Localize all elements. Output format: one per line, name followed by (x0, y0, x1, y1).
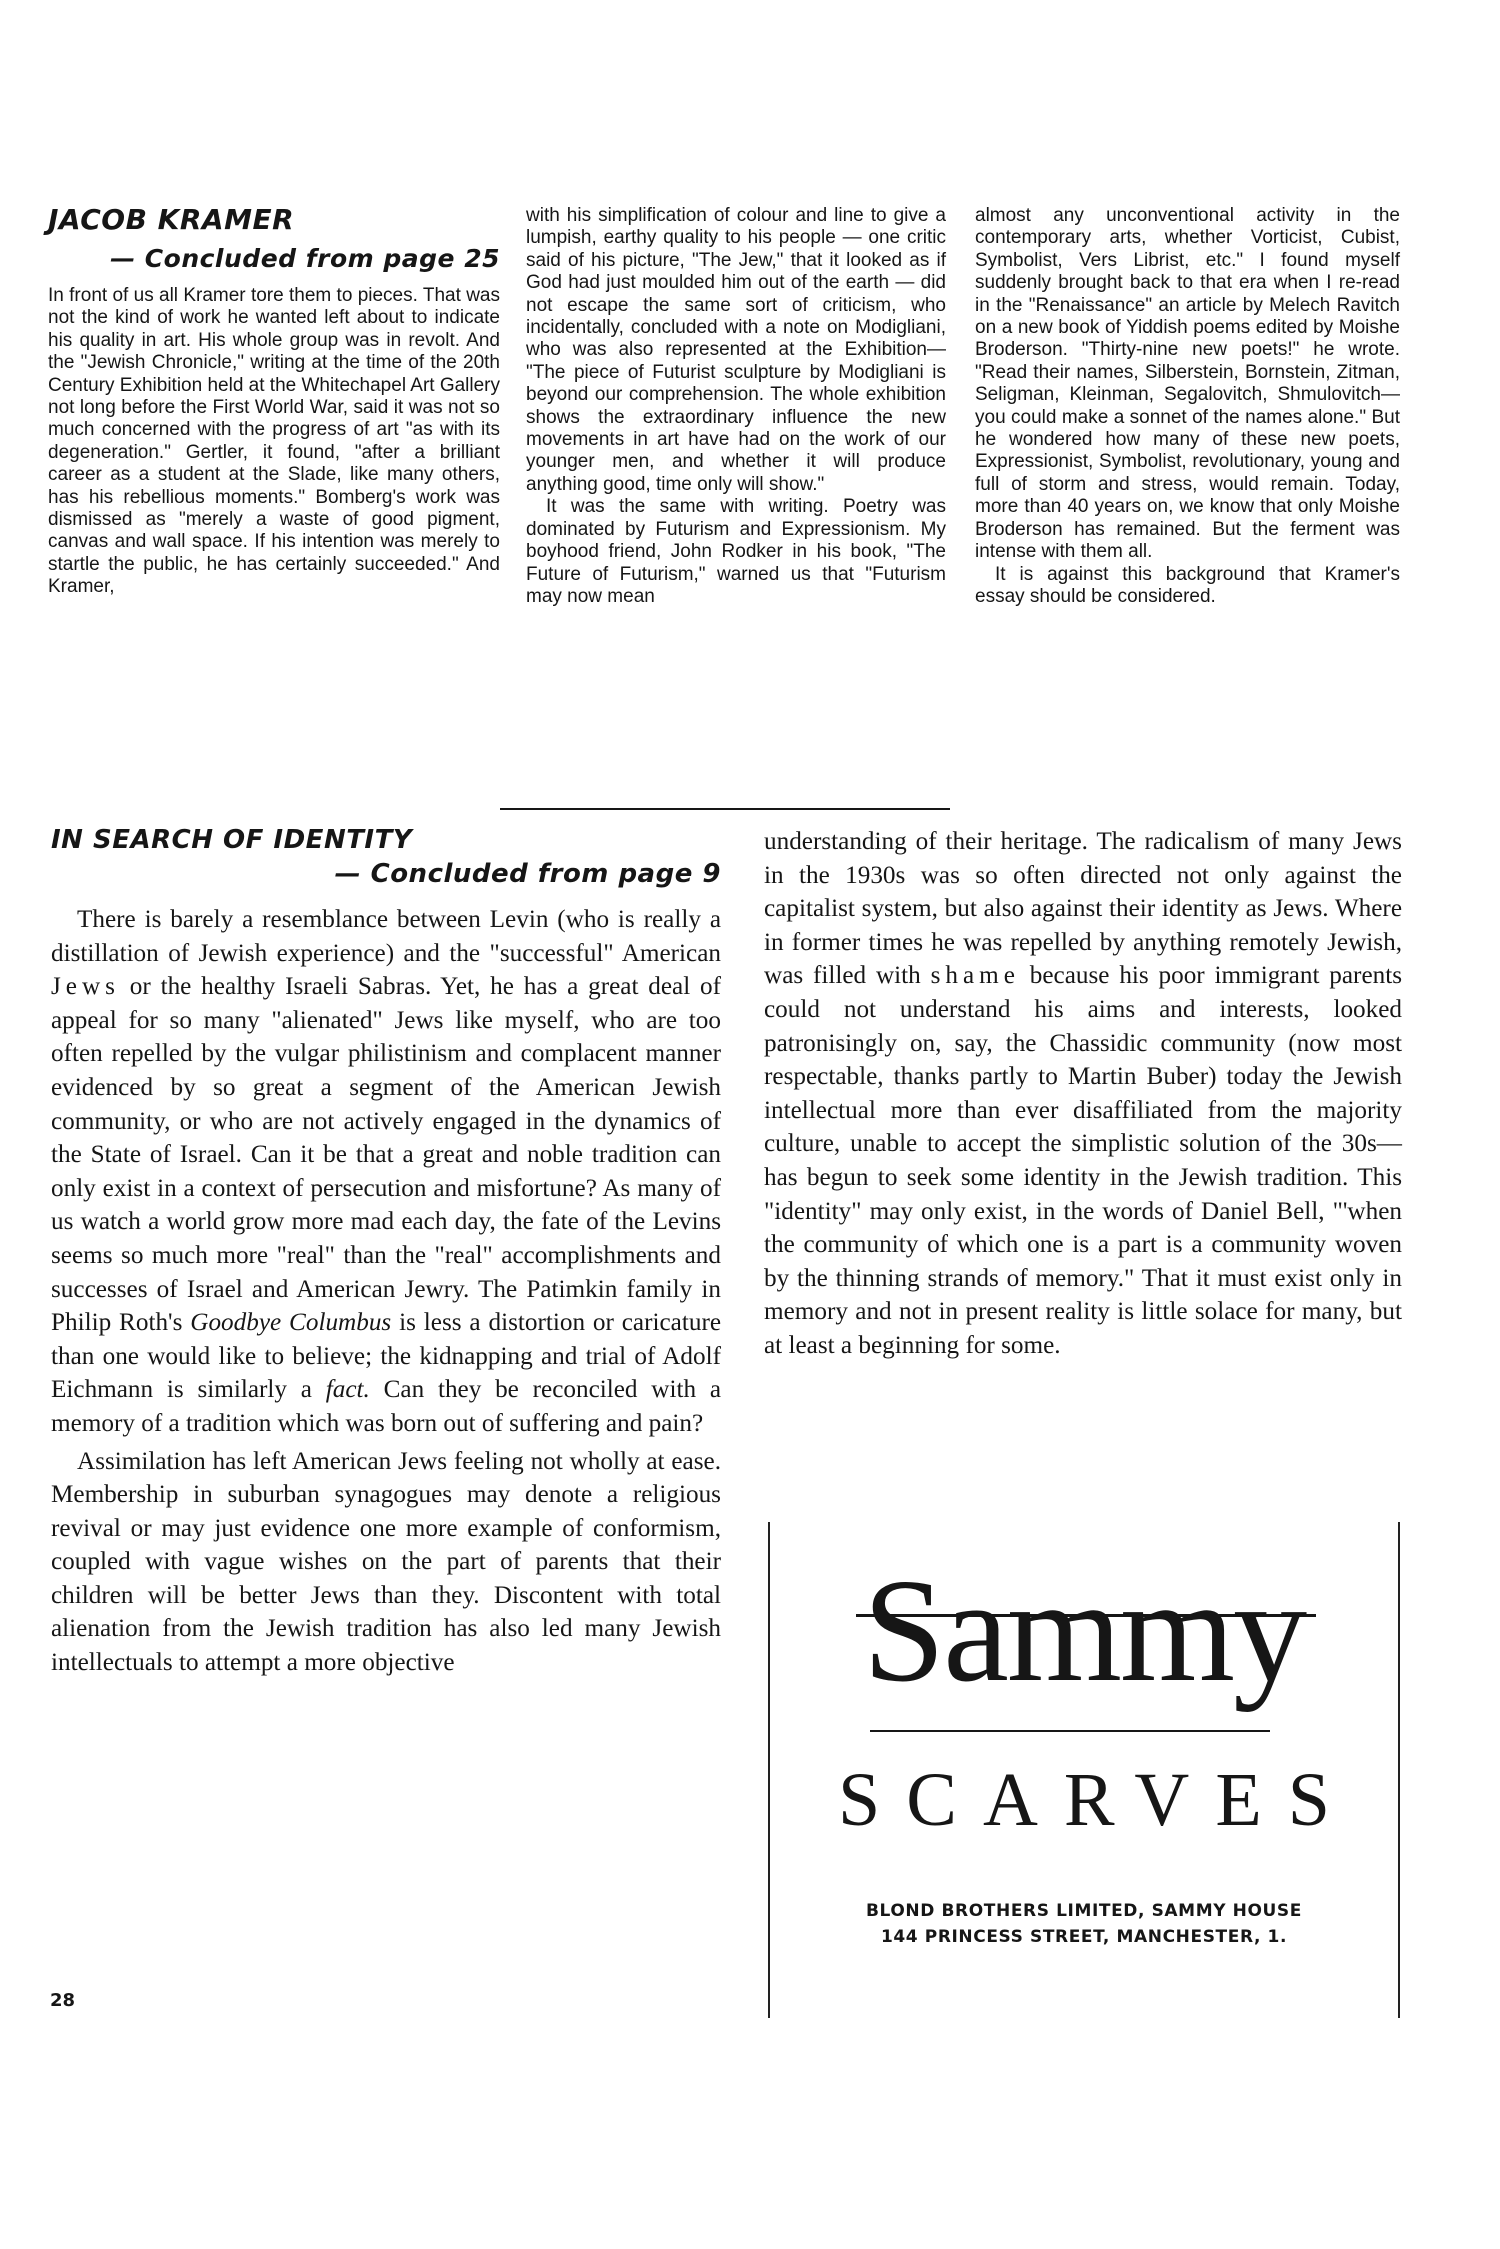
identity-paragraph: Assimilation has left American Jews feeling not wholly at ease. Membership in suburban synagogues may denote a religious revival or may just evidence one more example of conformism, coupled with vague wishes on the part of parents that their children will be better Jews than they. Discontent with total alienation from the Jewish tradition has also led many Jewish intellectuals to attempt a more objective (51, 1447, 721, 1677)
kramer-column-1 (48, 205, 500, 783)
identity-paragraph (51, 903, 721, 1441)
identity-continued-note: — Concluded from page 9 (334, 859, 721, 889)
kramer-column-2 (526, 205, 946, 783)
identity-title: IN SEARCH OF IDENTITY (51, 825, 413, 855)
section-divider (500, 808, 950, 810)
identity-text: because his poor immigrant parents could not understand his aims and interests, looked patronisingly on, say, the Chassidic community (now most respectable, thanks partly to Martin Buber) today the Jewish intellectual more than ever disaffiliated from the majority culture, unable to accept the simplistic solution of the 30s—has begun to seek some identity in the Jewish tradition. This "identity" may only exist, in the words of Daniel Bell, "'when the community of which one is a part is a community woven by the thinning strands of memory." That it must exist only in memory and not in present reality is little solace for many, but at least a beginning for some. (764, 962, 1403, 1359)
sammy-scarves-ad (768, 1522, 1400, 2018)
identity-text-spaced: shame (930, 962, 1020, 990)
book-title: Goodbye Columbus (190, 1309, 392, 1337)
ad-address: 144 PRINCESS STREET, MANCHESTER, 1. (880, 1927, 1288, 1947)
ad-brand-name: Sammy (862, 1549, 1306, 1713)
kramer-column-3 (975, 205, 1400, 783)
kramer-paragraph: It was the same with writing. Poetry was dominated by Futurism and Expressionism. My boyhood friend, John Rodker in his book, "The Future of Futurism," warned us that "Futurism may now mean (526, 496, 946, 607)
kramer-continued-note: — Concluded from page 25 (110, 244, 500, 273)
ad-company: BLOND BROTHERS LIMITED, SAMMY HOUSE (866, 1901, 1302, 1921)
kramer-title: JACOB KRAMER (48, 203, 295, 236)
kramer-paragraph: It is against this background that Kramer's essay should be considered. (975, 563, 1400, 607)
identity-text-spaced: Jews (51, 973, 120, 1001)
identity-text: or the healthy Israeli Sabras. Yet, he has a great deal of appeal for so many "alienated" Jews like myself, who are too often repelled by the vulgar philistinism and complacent manner evidenced by so great a segment of the American Jewish community, or who are not actively engaged in the dynamics of the State of Israel. Can it be that a great and noble tradition can only exist in a context of persecution and misfortune? As many of us watch a world grow more mad each day, the fate of the Levins seems so much more "real" than the "real" accomplishments and successes of Israel and American Jewry. The Patimkin family in Philip Roth's (51, 973, 721, 1337)
identity-text: Can they be reconciled with a memory of a tradition which was born out of suffering and pain? (51, 1376, 722, 1437)
identity-column-1 (51, 825, 721, 1680)
kramer-paragraph: with his simplification of colour and line to give a lumpish, earthy quality to his people — one critic said of his picture, "The Jew," that it looked as if God had just moulded him out of the earth — did not escape the same sort of criticism, who incidentally, concluded with a note on Modigliani, who was also represented at the Exhibition— "The piece of Futurist sculpture by Modigliani is beyond our comprehension. The whole exhibition shows the extraordinary influence the new movements in art have had on the work of our younger men, and whether it will produce anything good, time only will show." (526, 205, 946, 495)
identity-text: is less a distortion or caricature than one would like to believe; the kidnapping and trial of Adolf Eichmann is similarly a (51, 1309, 722, 1404)
identity-column-2 (764, 825, 1402, 1363)
identity-paragraph (764, 825, 1402, 1363)
emphasis-text: fact. (325, 1376, 370, 1404)
identity-text: understanding of their heritage. The radicalism of many Jews in the 1930s was so often directed not only against the capitalist system, but also against their identity as Jews. Where in former times he was repelled by anything remotely Jewish, was filled with (764, 828, 1402, 990)
ad-product-name: SCARVES (837, 1758, 1357, 1842)
page-number: 28 (50, 1990, 76, 2011)
kramer-paragraph: almost any unconventional activity in the contemporary arts, whether Vorticist, Cubist, Symbolist, Vers Librist, etc." I found myself suddenly brought back to that era when I re-read in the "Renaissance" an article by Melech Ravitch on a new book of Yiddish poems edited by Moishe Broderson. "Thirty-nine new poets!" he wrote. "Read their names, Silberstein, Bornstein, Zitman, Seligman, Kleinman, Segalovitch, Shmulovitch—you could make a sonnet of the names alone." But he wondered how many of these new poets, Expressionist, Symbolist, revolutionary, young and full of storm and stress, would remain. Today, more than 40 years on, we know that only Moishe Broderson has remained. But the ferment was intense with them all. (975, 205, 1400, 563)
ad-rule-mid (870, 1730, 1270, 1732)
kramer-paragraph: In front of us all Kramer tore them to pieces. That was not the kind of work he wanted left about to indicate his quality in art. His whole group was in revolt. And the "Jewish Chronicle," writing at the time of the 20th Century Exhibition held at the Whitechapel Art Gallery not long before the First World War, said it was not so much concerned with the progress of art "as with its degeneration." Gertler, it found, "after a brilliant career as a student at the Slade, like many others, has his rebellious moments." Bomberg's work was dismissed as "merely a waste of good pigment, canvas and wall space. If his intention was merely to startle the public, he has certainly succeeded." And Kramer, (48, 285, 501, 598)
identity-text: There is barely a resemblance between Levin (who is really a distillation of Jewish experience) and the "successful" American (51, 906, 721, 967)
